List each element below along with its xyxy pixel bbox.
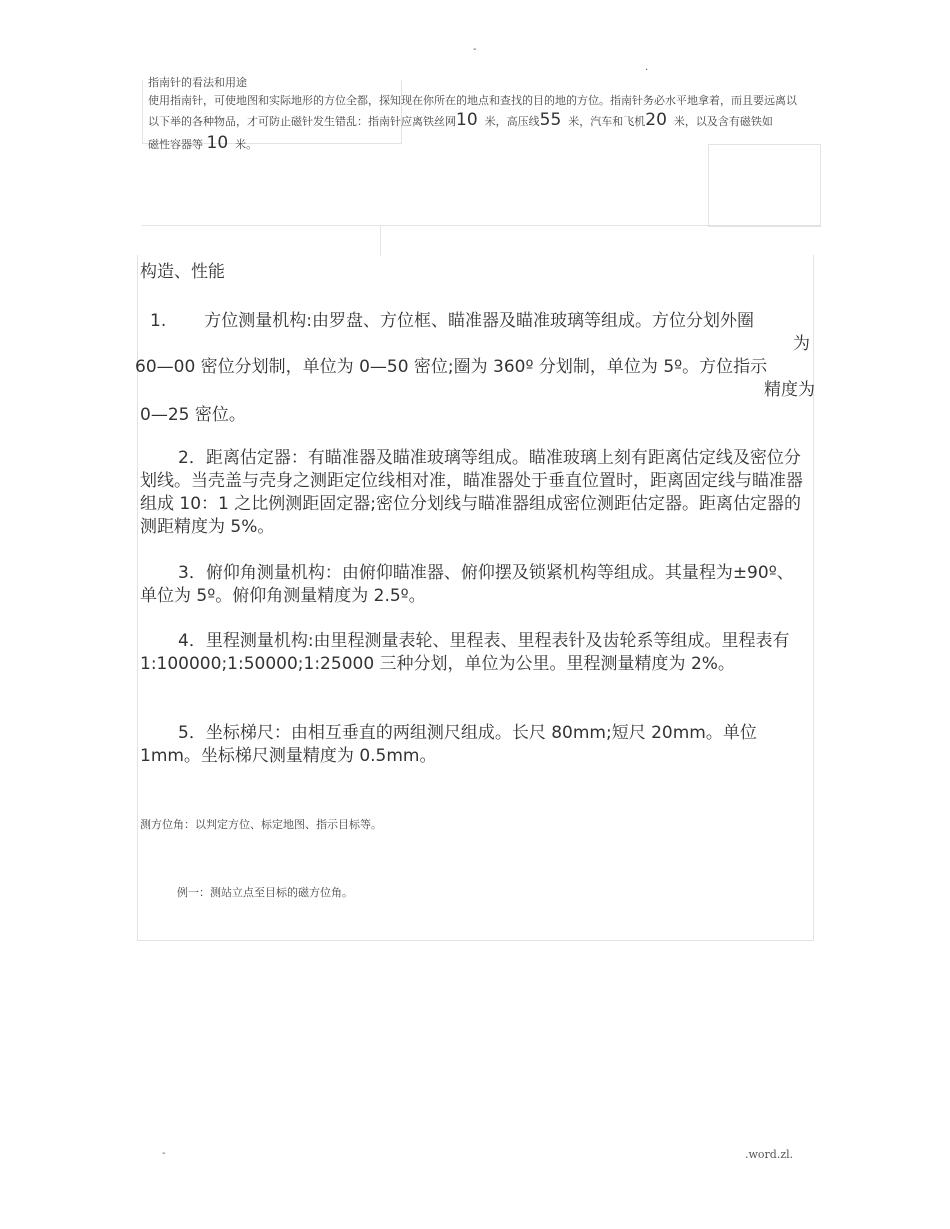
azimuth-note: 测方位角：以判定方位、标定地图、指示目标等。: [140, 818, 382, 831]
item-4: [140, 630, 810, 676]
intro-line1: 使用指南针，可使地图和实际地形的方位全都，探知现在你所在的地点和查找的目的地的方位。指南针务必水平地拿着，而且要远离以: [148, 94, 797, 107]
intro-frame-bottom-right: [380, 225, 820, 256]
example-text: 测站立点至目标的磁方位角。: [210, 886, 353, 899]
footer-right: .word.zl.: [745, 1148, 794, 1161]
item-1-line2: 60—00 密位分划制，单位为 0—50 密位;圈为 360º 分划制，单位为 5º。方位指示: [135, 357, 768, 377]
intro-line3-a: 磁性容器等: [148, 138, 203, 151]
intro-line3-b: 米。: [235, 138, 258, 151]
intro-frame-bottom: [142, 225, 381, 254]
item-3: [140, 562, 810, 608]
distance-car: 20: [645, 110, 667, 130]
intro-block: [148, 72, 818, 153]
distance-wire: 10: [456, 110, 478, 130]
distance-magnetic: 10: [206, 133, 229, 153]
header-dot: .: [645, 62, 649, 73]
item-4-text: 4．里程测量机构:由里程测量表轮、里程表、里程表针及齿轮系等组成。里程表有 1:100000;1:50000;1:25000 三种分划，单位为公里。里程测量精度为 2%。: [140, 631, 790, 674]
item-1-tail1: 为: [793, 334, 810, 354]
section-heading: 构造、性能: [140, 262, 225, 282]
intro-title: 指南针的看法和用途: [148, 76, 247, 89]
item-1-tail2: 精度为: [764, 380, 815, 400]
intro-line2: [148, 107, 818, 135]
intro-line2-b: 米，高压线: [484, 115, 540, 128]
item-2: [140, 447, 810, 539]
footer-left: -: [162, 1148, 166, 1159]
item-5: [140, 722, 810, 768]
item-1-text1: 方位测量机构:由罗盘、方位框、瞄准器及瞄准玻璃等组成。方位分划外圈: [204, 311, 754, 331]
item-3-text: 3．俯仰角测量机构：由俯仰瞄准器、俯仰摆及锁紧机构等组成。其量程为±90º、单位为 5º。俯仰角测量精度为 2.5º。: [140, 563, 794, 606]
intro-frame-right: [708, 144, 821, 227]
item-1-number: 1.: [150, 311, 167, 331]
intro-line3: [148, 135, 818, 153]
header-dash: -: [473, 44, 477, 55]
intro-line2-a: 以下举的各种物品，才可防止磁针发生错乱：指南针应离铁丝网: [148, 115, 456, 128]
item-1: [150, 310, 810, 356]
example-label: 例一：: [177, 886, 210, 899]
item-1-line1: [150, 310, 810, 333]
example-line: [177, 884, 353, 900]
item-2-text: 2．距离估定器：有瞄准器及瞄准玻璃等组成。瞄准玻璃上刻有距离估定线及密位分划线。当壳盖与壳身之测距定位线相对准，瞄准器处于垂直位置时，距离固定线与瞄准器组成 10：1 之比例测距固定器;密位分划线与瞄准器组成密位测距估定器。距离估定器的测距精度为 5%。: [140, 448, 803, 537]
item-1-line3: 0—25 密位。: [140, 405, 246, 425]
item-1-cont: [135, 356, 815, 427]
item-5-text: 5．坐标梯尺：由相互垂直的两组测尺组成。长尺 80mm;短尺 20mm。单位 1mm。坐标梯尺测量精度为 0.5mm。: [140, 723, 757, 766]
distance-hv: 55: [539, 110, 562, 130]
intro-line2-d: 米，以及含有磁铁如: [673, 115, 773, 128]
intro-line2-c: 米，汽车和飞机: [568, 115, 646, 128]
